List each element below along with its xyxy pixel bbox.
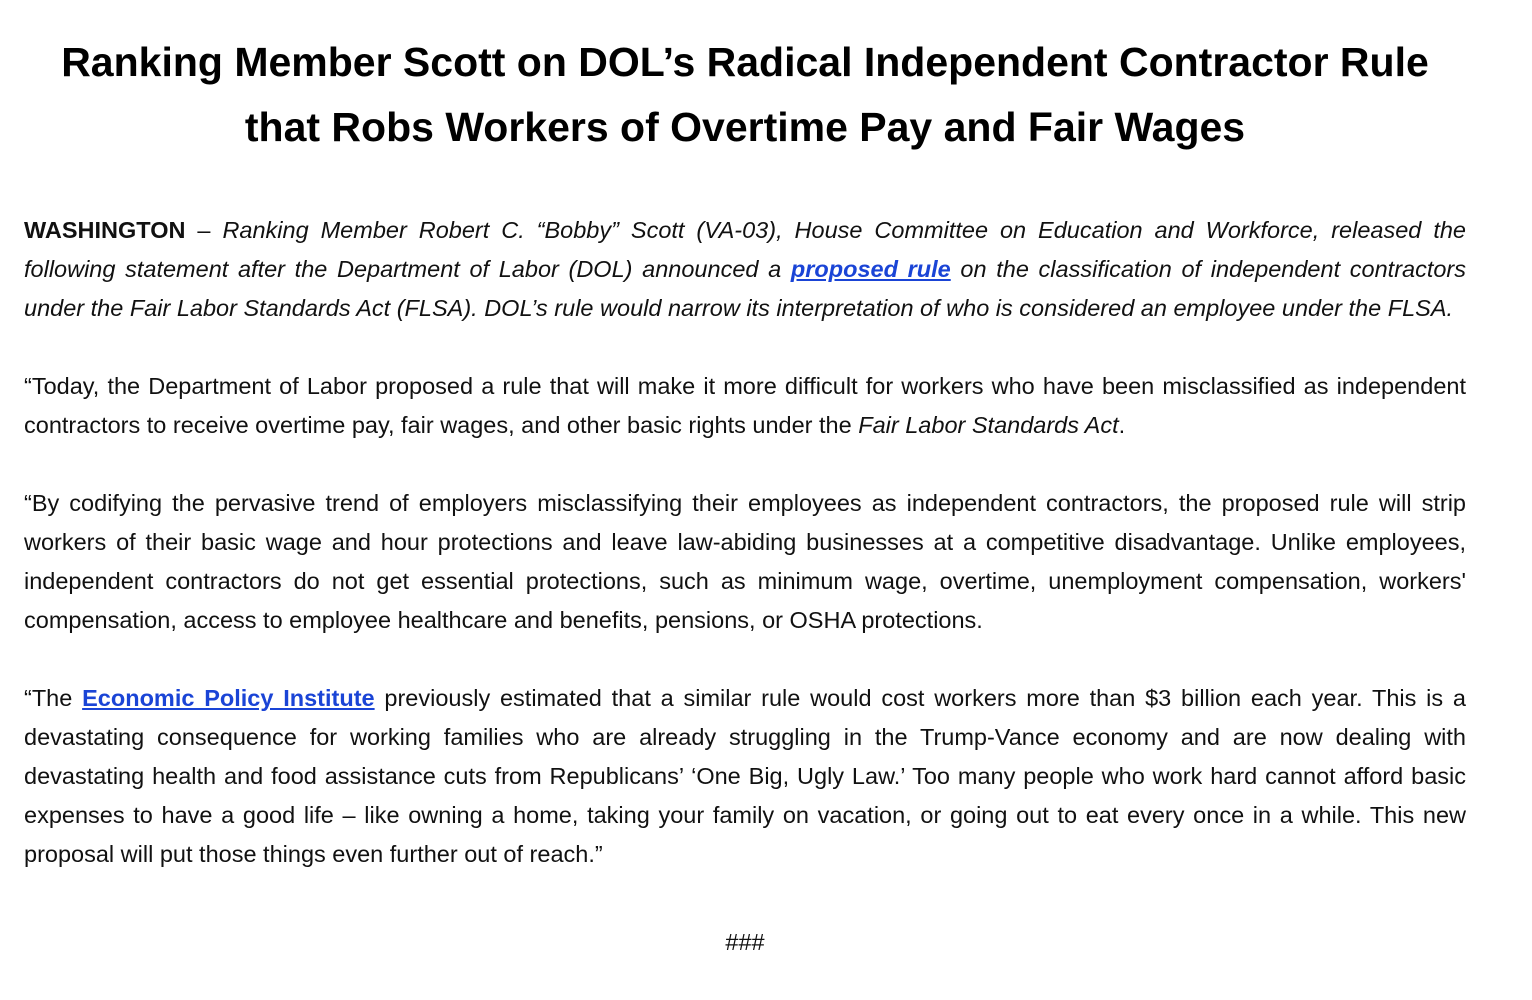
press-release: [24, 0, 1466, 962]
end-mark: ###: [725, 929, 765, 955]
title-line-2: that Robs Workers of Overtime Pay and Fair Wages: [244, 104, 1246, 150]
statement-paragraph-1: “Today, the Department of Labor proposed a rule that will make it more difficult for workers who have been misclassified as independent contractors to receive overtime pay, fair wages, and other basic rights under the Fair Labor Standards Act.: [24, 373, 1466, 438]
proposed-rule-link[interactable]: proposed rule: [790, 256, 951, 282]
dateline: WASHINGTON: [24, 217, 186, 243]
lead-text-start: Ranking Member Robert C. “Bobby” Scott (VA-03), House Committee on Education and Workforce, released the following statement after the Department of Labor (DOL) announced a proposed rule on the classification of independent contractors under the Fair Labor Standards Act (FLSA). DOL’s rule would narrow its interpretation of who is considered an employee under the FLSA.: [24, 217, 1467, 321]
economic-policy-institute-link[interactable]: Economic Policy Institute: [82, 685, 375, 711]
dateline-dash: –: [185, 217, 223, 243]
statement-paragraph-3: “The Economic Policy Institute previously estimated that a similar rule would cost workers more than $3 billion each year. This is a devastating consequence for working families who are already struggling in the Trump-Vance economy and are now dealing with devastating health and food assistance cuts from Republicans’ ‘One Big, Ugly Law.’ Too many people who work hard cannot afford basic expenses to have a good life – like owning a home, taking your family on vacation, or going out to eat every once in a while. This new proposal will put those things even further out of reach.”: [24, 685, 1466, 867]
statement-paragraph-2: “By codifying the pervasive trend of employers misclassifying their employees as independent contractors, the proposed rule will strip workers of their basic wage and hour protections and leave law-abiding businesses at a competitive disadvantage. Unlike employees, independent contractors do not get essential protections, such as minimum wage, overtime, unemployment compensation, workers' compensation, access to employee healthcare and benefits, pensions, or OSHA protections.: [24, 490, 1466, 633]
title-line-1: Ranking Member Scott on DOL’s Radical Independent Contractor Rule: [61, 39, 1429, 85]
page-title: [24, 0, 1466, 160]
act-name: Fair Labor Standards Act: [858, 412, 1119, 438]
lead-paragraph: [24, 211, 1466, 328]
